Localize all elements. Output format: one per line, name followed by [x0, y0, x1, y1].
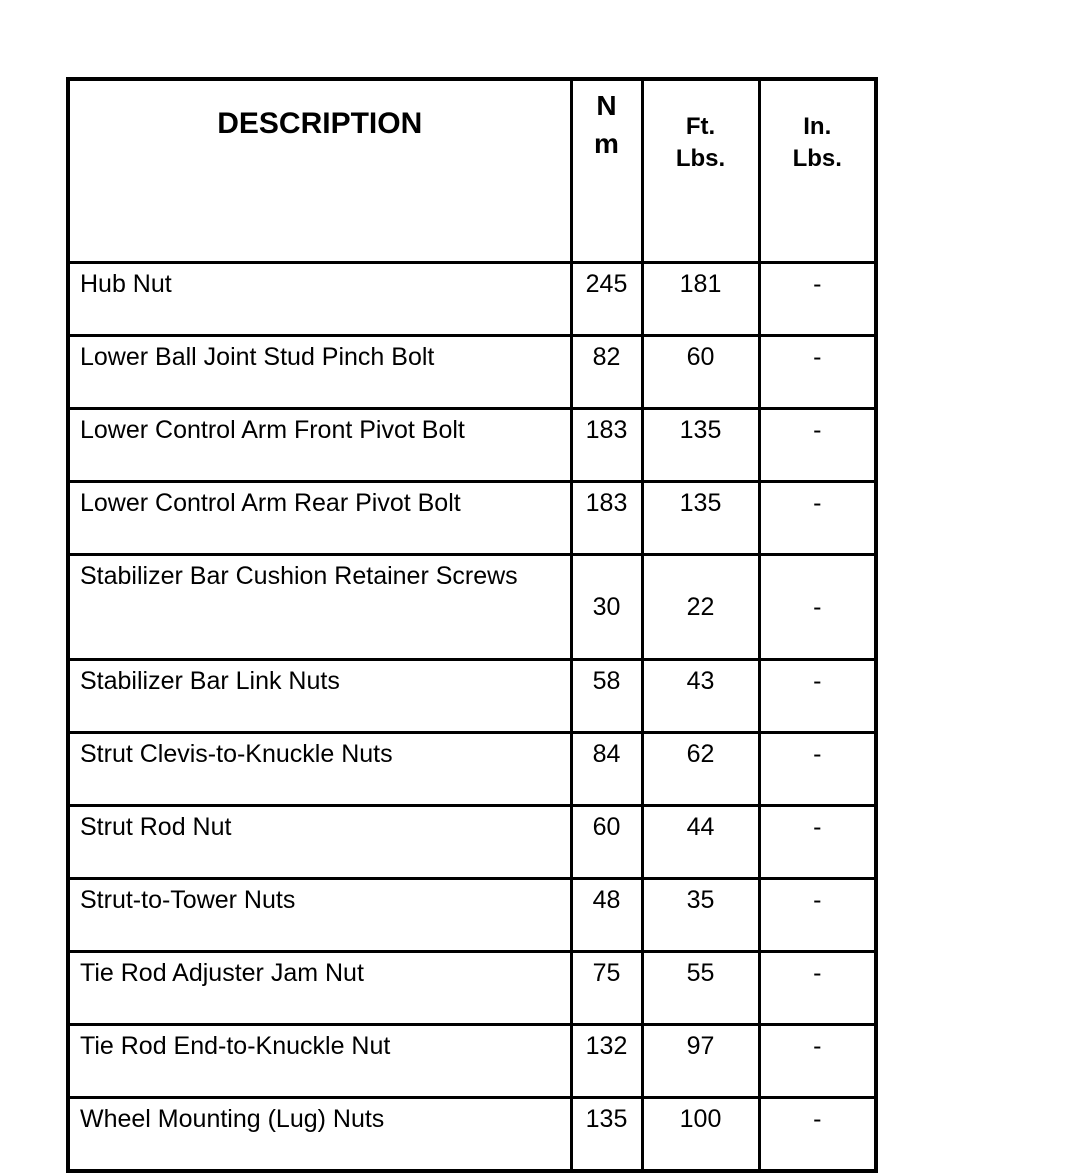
cell-ft-lbs: 181 [642, 263, 759, 336]
cell-nm: 132 [571, 1025, 642, 1098]
cell-description: Stabilizer Bar Cushion Retainer Screws [68, 555, 571, 660]
cell-description: Strut Rod Nut [68, 806, 571, 879]
header-nm [571, 79, 642, 263]
cell-description: Tie Rod End-to-Knuckle Nut [68, 1025, 571, 1098]
table-row [68, 1025, 876, 1098]
table-header [68, 79, 876, 263]
cell-in-lbs: - [759, 409, 876, 482]
header-ft-lbs-line1: Ft. [685, 113, 716, 140]
table-row [68, 555, 876, 660]
header-ft-lbs-line2: Lbs. [675, 145, 726, 172]
cell-description: Strut-to-Tower Nuts [68, 879, 571, 952]
cell-description: Hub Nut [68, 263, 571, 336]
cell-in-lbs: - [759, 733, 876, 806]
cell-nm: 135 [571, 1098, 642, 1172]
table-row [68, 879, 876, 952]
cell-in-lbs: - [759, 336, 876, 409]
cell-ft-lbs: 62 [642, 733, 759, 806]
header-nm-line1: N [596, 90, 617, 121]
torque-spec-table [66, 77, 878, 1173]
table-row [68, 263, 876, 336]
cell-in-lbs: - [759, 263, 876, 336]
cell-nm: 245 [571, 263, 642, 336]
cell-ft-lbs: 97 [642, 1025, 759, 1098]
cell-in-lbs: - [759, 660, 876, 733]
cell-ft-lbs: 22 [642, 555, 759, 660]
cell-ft-lbs: 43 [642, 660, 759, 733]
table-row [68, 409, 876, 482]
cell-in-lbs: - [759, 1025, 876, 1098]
cell-in-lbs: - [759, 806, 876, 879]
header-ft-lbs [642, 79, 759, 263]
cell-description: Strut Clevis-to-Knuckle Nuts [68, 733, 571, 806]
cell-description: Lower Ball Joint Stud Pinch Bolt [68, 336, 571, 409]
cell-nm: 58 [571, 660, 642, 733]
cell-ft-lbs: 60 [642, 336, 759, 409]
cell-in-lbs: - [759, 482, 876, 555]
table-row [68, 482, 876, 555]
header-in-lbs [759, 79, 876, 263]
header-row [68, 79, 876, 263]
table-body [68, 263, 876, 1172]
cell-description: Tie Rod Adjuster Jam Nut [68, 952, 571, 1025]
table-row [68, 660, 876, 733]
cell-in-lbs: - [759, 879, 876, 952]
cell-nm: 48 [571, 879, 642, 952]
header-in-lbs-line1: In. [803, 113, 832, 140]
table-row [68, 336, 876, 409]
header-in-lbs-line2: Lbs. [792, 145, 842, 172]
cell-description: Lower Control Arm Front Pivot Bolt [68, 409, 571, 482]
cell-ft-lbs: 44 [642, 806, 759, 879]
table-row [68, 733, 876, 806]
cell-in-lbs: - [759, 952, 876, 1025]
cell-ft-lbs: 100 [642, 1098, 759, 1172]
cell-ft-lbs: 55 [642, 952, 759, 1025]
cell-nm: 82 [571, 336, 642, 409]
cell-nm: 75 [571, 952, 642, 1025]
cell-in-lbs: - [759, 1098, 876, 1172]
cell-description: Stabilizer Bar Link Nuts [68, 660, 571, 733]
cell-description: Lower Control Arm Rear Pivot Bolt [68, 482, 571, 555]
cell-ft-lbs: 135 [642, 482, 759, 555]
cell-ft-lbs: 35 [642, 879, 759, 952]
cell-nm: 183 [571, 482, 642, 555]
table-row [68, 806, 876, 879]
header-nm-line2: m [594, 128, 619, 159]
cell-ft-lbs: 135 [642, 409, 759, 482]
cell-nm: 60 [571, 806, 642, 879]
cell-nm: 84 [571, 733, 642, 806]
table-row [68, 952, 876, 1025]
cell-in-lbs: - [759, 555, 876, 660]
cell-nm: 183 [571, 409, 642, 482]
cell-nm: 30 [571, 555, 642, 660]
cell-description: Wheel Mounting (Lug) Nuts [68, 1098, 571, 1172]
header-description: DESCRIPTION [68, 79, 571, 263]
